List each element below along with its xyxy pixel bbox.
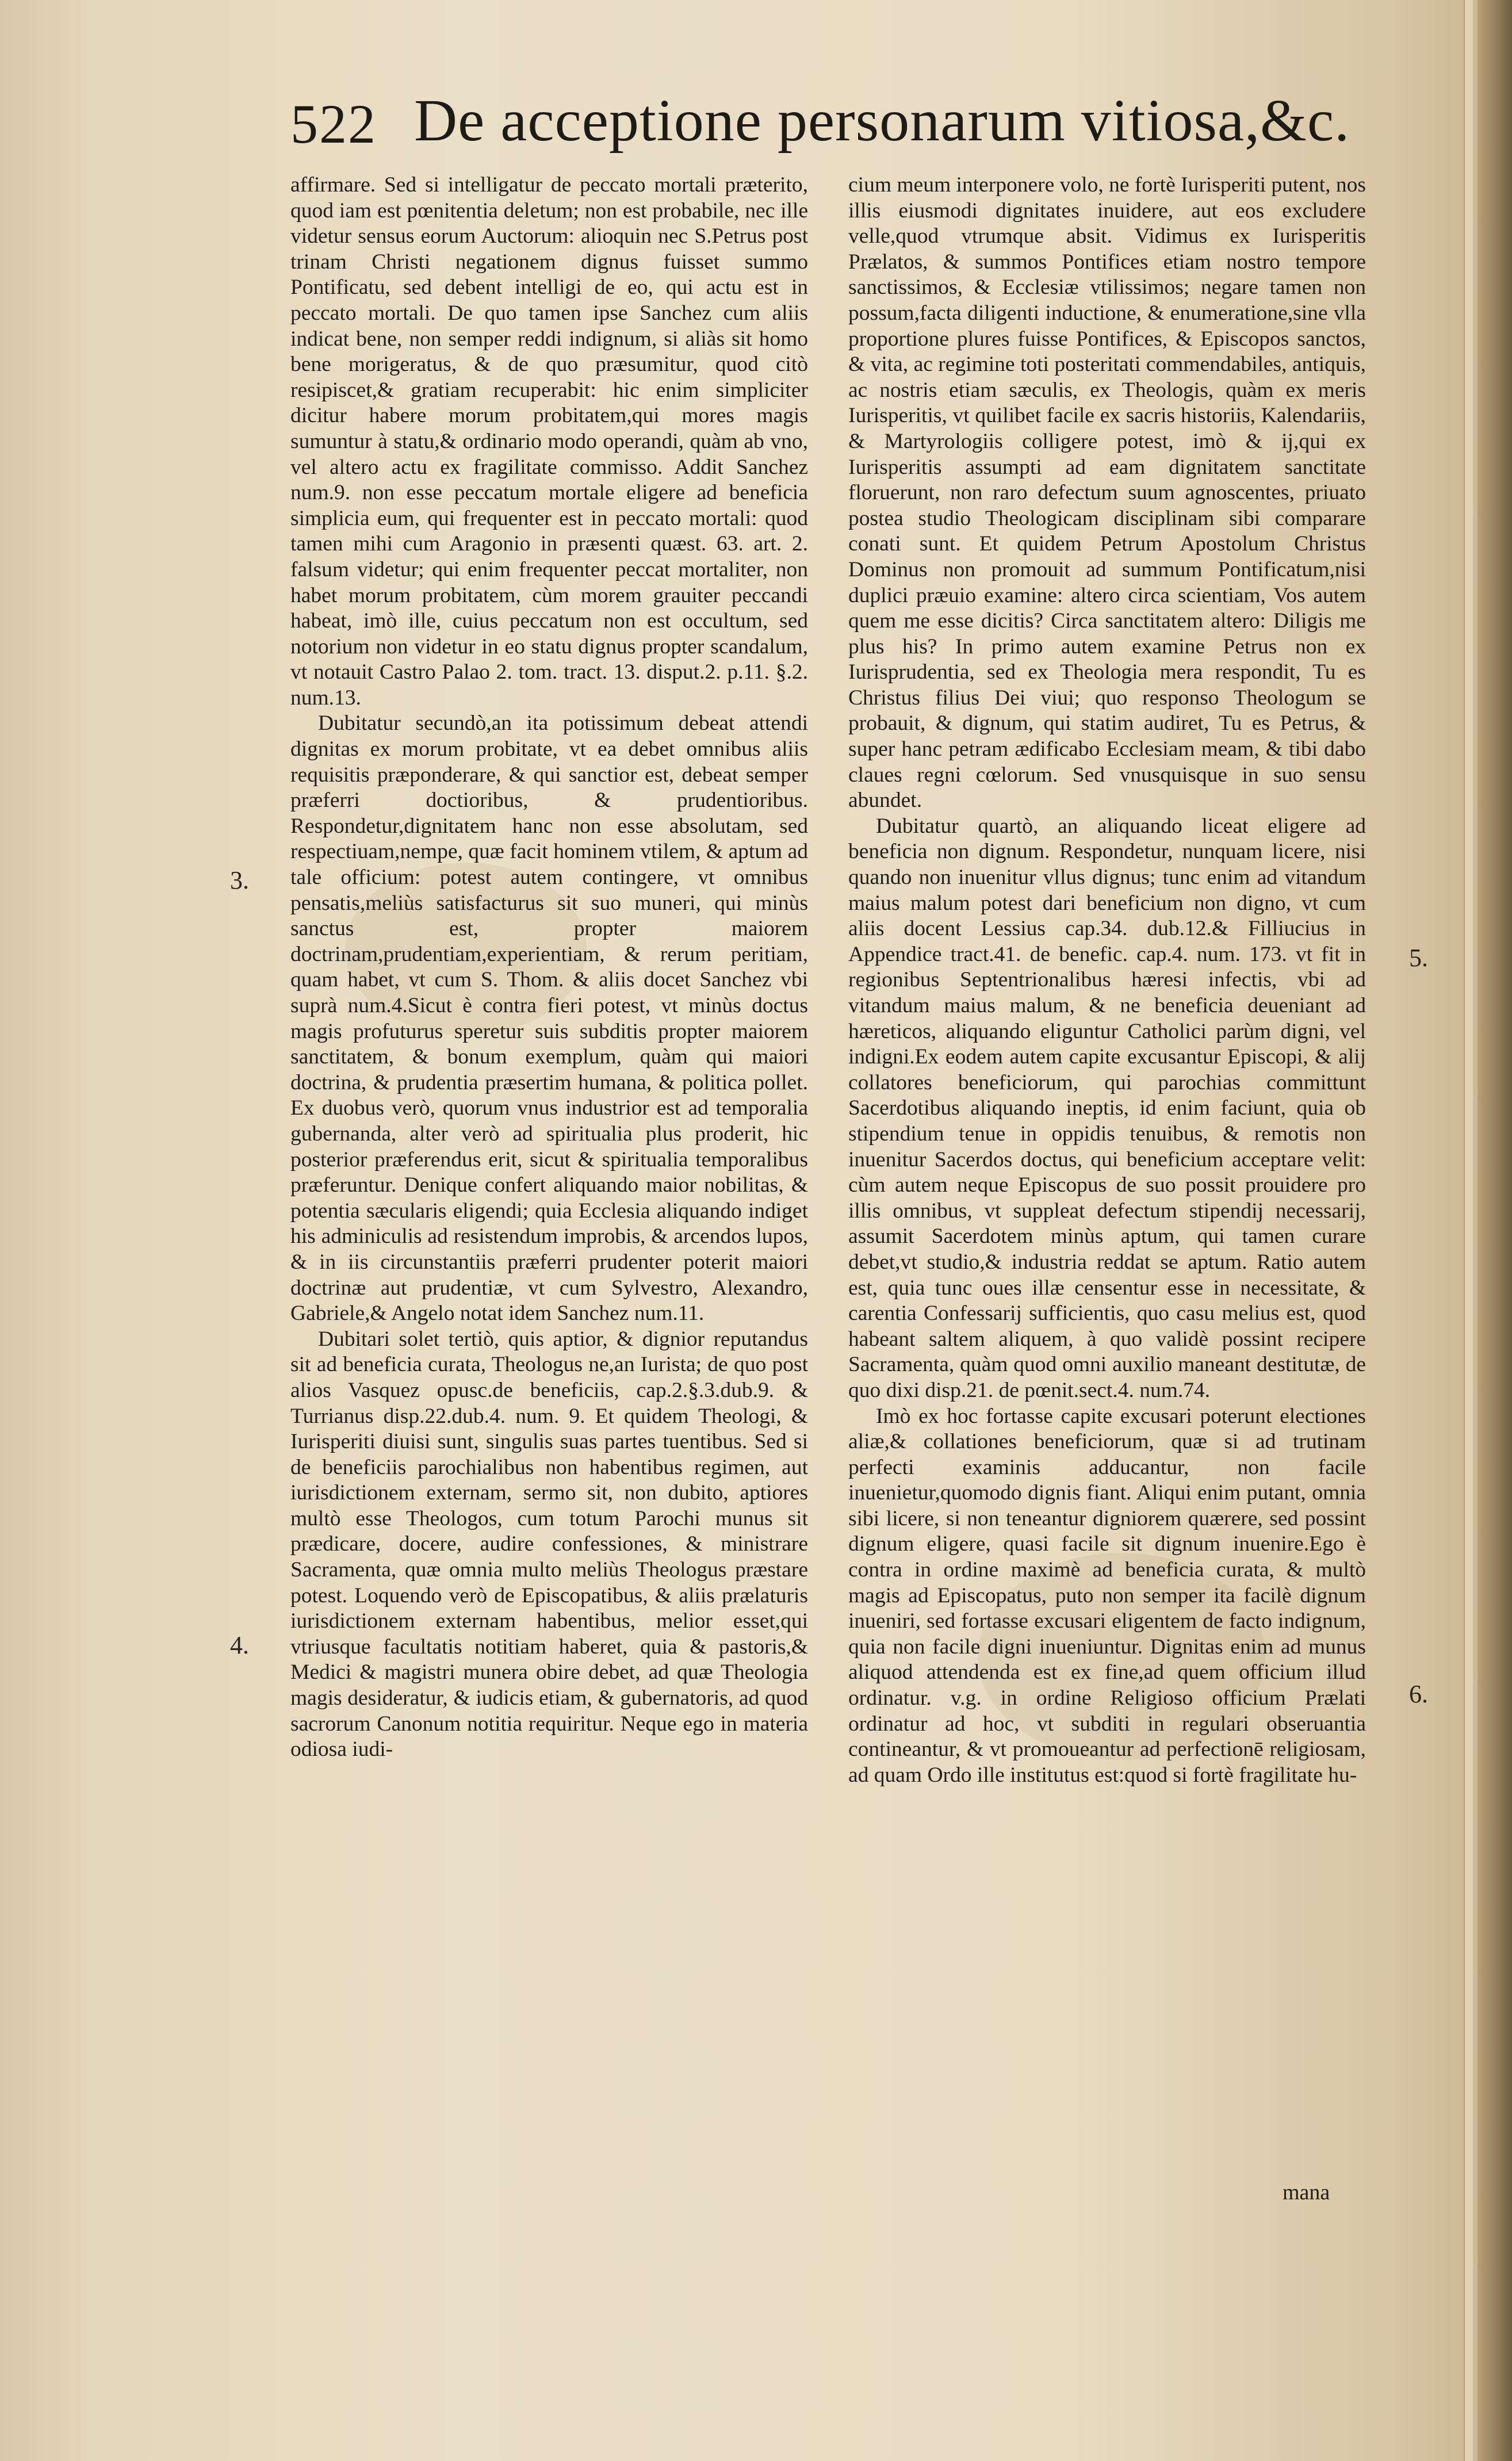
paragraph: Dubitatur secundò,an ita potissimum debeat attendi dignitas ex morum probitate, vt ea debet omnibus aliis requisitis præponderare, & qui sanctior est, debeat semper præferri doctioribus, & prudentioribus. Respondetur,dignitatem hanc non esse absolutam, sed respectiuam,nempe, quæ facit hominem vtilem, & aptum ad tale officium: potest autem contingere, vt omnibus pensatis,meliùs satisfacturus sit suo muneri, qui minùs sanctus est, propter maiorem doctrinam,prudentiam,experientiam, & rerum peritiam, quam habet, vt cum S. Thom. & aliis docet Sanchez vbi suprà num.4.Sicut è contra fieri potest, vt minùs doctus magis profuturus speretur suis subditis propter maiorem sanctitatem, & bonum exemplum, quàm qui maiori doctrina, & prudentia præsertim humana, & politica pollet. Ex duobus verò, quorum vnus industrior est ad temporalia gubernanda, alter verò ad spiritualia plus proderit, hic posterior præferendus erit, sicut & spiritualia temporalibus præferuntur. Denique confert aliquando maior nobilitas, & potentia sæcularis eligendi; quia Ecclesia aliquando indiget his adminiculis ad resistendum improbis, & arcendos lupos, & in iis circunstantiis præferri prudenter poterit maiori doctrinæ aut prudentiæ, vt cum Sylvestro, Alexandro, Gabriele,& Angelo notat idem Sanchez num.11. (290, 711, 808, 1326)
margin-number: 6. (1409, 1680, 1428, 1708)
right-column (848, 173, 1366, 1788)
paragraph: Dubitatur quartò, an aliquando liceat eligere ad beneficia non dignum. Respondetur, nunquam licere, nisi quando non inuenitur vllus dignus; tunc enim ad vitandum maius malum potest dari beneficium non digno, vt cum aliis docent Lessius cap.34. dub.12.& Filliucius in Appendice tract.41. de benefic. cap.4. num. 173. vt fit in regionibus Septentrionalibus hæresi infectis, vbi ad vitandum maius malum, & ne beneficia deueniant ad hæreticos, aliquando eliguntur Catholici parùm digni, vel indigni.Ex eodem autem capite excusantur Episcopi, & alij collatores beneficiorum, qui parochias committunt Sacerdotibus aliquando ineptis, id enim faciunt, quia ob stipendium tenue in oppidis tenuibus, & remotis non inuenitur Sacerdos doctus, qui beneficium acceptare velit: cùm autem neque Episcopus de suo possit prouidere pro illis omnibus, vt suppleat defectum stipendij necessarij, assumit Sacerdotem minùs aptum, qui tamen curare debet,vt studio,& industria reddat se aptum. Ratio autem est, quia tunc oues illæ censentur esse in necessitate, & carentia Confessarij sufficientis, quo casu melius est, quod habeant saltem aliquem, à quo validè possint recipere Sacramenta, quàm quod omni auxilio maneant destitutæ, de quo dixi disp.21. de pœnit.sect.4. num.74. (848, 814, 1366, 1402)
margin-number: 4. (230, 1631, 249, 1659)
paragraph: affirmare. Sed si intelligatur de peccato mortali præterito, quod iam est pœnitentia deletum; non est probabile, nec ille videtur sensus eorum Auctorum: alioquin nec S.Petrus post trinam Christi negationem dignus fuisset summo Pontificatu, sed debent intelligi de eo, qui actu est in peccato mortali. De quo tamen ipse Sanchez cum aliis indicat bene, non semper reddi indignum, si aliàs sit homo bene morigeratus, & de quo præsumitur, quod citò resipiscet,& gratiam recuperabit: hic enim simpliciter dicitur habere morum probitatem,qui mores magis sumuntur à statu,& ordinario modo operandi, quàm ab vno, vel altero actu ex fragilitate commisso. Addit Sanchez num.9. non esse peccatum mortale eligere ad beneficia simplicia eum, qui frequenter est in peccato mortali: quod tamen mihi cum Aragonio in præsenti quæst. 63. art. 2. falsum videtur; qui enim frequenter peccat mortaliter, non habet morum probitatem, cùm morem grauiter peccandi habeat, imò ille, cuius peccatum non est occultum, sed notorium non videtur in eo statu dignus propter scandalum, vt notauit Castro Palao 2. tom. tract. 13. disput.2. p.11. §.2. num.13. (290, 173, 808, 710)
running-head: De acceptione personarum vitiosa,&c. (414, 87, 1350, 154)
catchword: mana (1283, 2180, 1330, 2204)
page-header (290, 86, 1383, 161)
paragraph: Dubitari solet tertiò, quis aptior, & dignior reputandus sit ad beneficia curata, Theologus ne,an Iurista; de quo post alios Vasquez opusc.de beneficiis, cap.2.§.3.dub.9. & Turrianus disp.22.dub.4. num. 9. Et quidem Theologi, & Iurisperiti diuisi sunt, singulis suas partes tuentibus. Sed si de beneficiis parochialibus non habentibus regimen, aut iurisdictionem externam, sermo sit, non dubito, aptiores multò esse Theologos, cum totum Parochi munus sit prædicare, docere, audire confessiones, & ministrare Sacramenta, quæ omnia multo meliùs Theologus præstare potest. Loquendo verò de Episcopatibus, & aliis prælaturis iurisdictionem externam habentibus, melior esset,qui vtriusque facultatis notitiam haberet, quia & pastoris,& Medici & magistri munera obire debet, ad quæ Theologia magis desideratur, & iudicis etiam, & gubernatoris, ad quod sacrorum Canonum notitia requiritur. Neque ego in materia odiosa iudi- (290, 1327, 808, 1762)
paragraph: cium meum interponere volo, ne fortè Iurisperiti putent, nos illis eiusmodi dignitates inuidere, aut eos excludere velle,quod vtrumque absit. Vidimus ex Iurisperitis Prælatos, & summos Pontifices etiam nostro tempore sanctissimos, & Ecclesiæ vtilissimos; negare tamen non possum,facta diligenti inductione, & enumeratione,sine vlla proportione plures fuisse Pontifices, & Episcopos sanctos, & vita, ac regimine toti posteritati commendabiles, antiquis, ac nostris etiam sæculis, ex Theologis, quàm ex meris Iurisperitis, vt quilibet facile ex sacris historiis, Kalendariis, & Martyrologiis colligere potest, imò & ij,qui ex Iurisperitis assumpti ad eam dignitatem sanctitate floruerunt, non raro defectum suum agnoscentes, priuato postea studio Theologicam disciplinam sibi comparare conati sunt. Et quidem Petrum Apostolum Christus Dominus non promouit ad summum Pontificatum,nisi duplici præuio examine: altero circa scientiam, Vos autem quem me esse dicitis? Circa sanctitatem altero: Diligis me plus his? In primo autem examine Petrus non ex Iurisprudentia, sed ex Theologia mera respondit, Tu es Christus filius Dei viui; quo responso Theologum se probauit, & dignum, qui statim audiret, Tu es Petrus, & super hanc petram ædificabo Ecclesiam meam, & tibi dabo claues regni cœlorum. Sed vnusquisque in suo sensu abundet. (848, 173, 1366, 813)
binding-gutter (1477, 0, 1512, 2461)
paragraph: Imò ex hoc fortasse capite excusari poterunt electiones aliæ,& collationes beneficiorum, quæ si ad trutinam perfecti examinis adducantur, non facile inuenietur,quomodo dignis fiant. Aliqui enim putant, omnia sibi licere, si non teneantur digniorem quærere, sed possint dignum eligere, quasi facile sit dignum inuenire.Ego è contra in ordine maximè ad beneficia curata, & multò magis ad Episcopatus, puto non semper ita facilè dignum inueniri, sed fortasse excusari eligentem de facto indignum, quia non facile digni inueniuntur. Dignitas enim ad munus aliquod attendenda est ex fine,ad quem officium illud ordinatur. v.g. in ordine Religioso officium Prælati ordinatur ad hoc, vt subditi in regulari obseruantia contineantur, & vt promoueantur ad perfectionē religiosam, ad quam Ordo ille institutus est:quod si fortè fragilitate hu- (848, 1404, 1366, 1787)
margin-number: 3. (230, 866, 249, 894)
margin-number: 5. (1409, 944, 1428, 972)
left-column (290, 173, 808, 1763)
page-number: 522 (290, 93, 377, 155)
page-edge (1464, 0, 1473, 2461)
